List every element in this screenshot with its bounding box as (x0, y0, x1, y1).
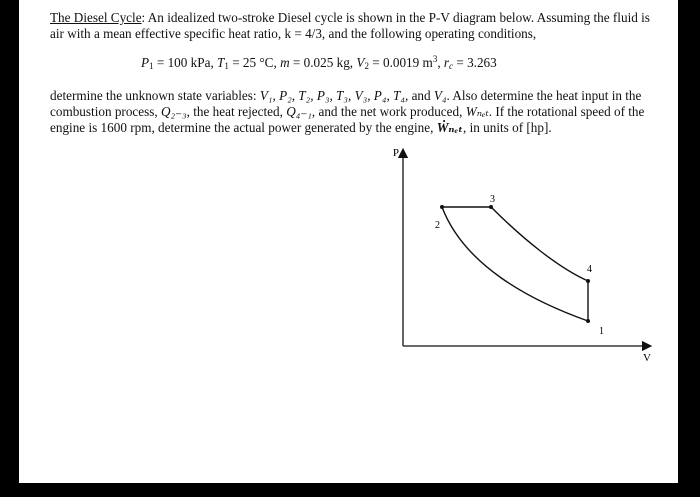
state-var-v4: V₄ (433, 88, 447, 103)
cond-m: = 0.025 kg, (292, 55, 354, 70)
operating-conditions: $P_1 = 100$ kPa, $T_1 = 25$ °C, m = 0.025 kg, $V_2 = 0.0019$ $m^3$, $r_c = 3.263$ (141, 54, 497, 71)
state-point-3 (489, 205, 493, 209)
problem-title: The Diesel Cycle (50, 10, 142, 25)
problem-sheet (19, 0, 678, 483)
v-axis-label: V (643, 352, 651, 364)
state-point-2 (440, 205, 444, 209)
question-text-2: and (408, 88, 434, 103)
pv-diagram (19, 0, 678, 483)
state-variables: V₁, P₂, T₂, P₃, T₃, V₃, P₄, T₄, (259, 88, 409, 103)
label-point-2: 2 (435, 220, 440, 231)
state-point-1 (586, 319, 590, 323)
p-axis-label: P (392, 147, 399, 159)
net-work-symbol: Wₙₑₜ (465, 104, 489, 119)
net-power-symbol: Ẇₙₑₜ (436, 120, 464, 135)
question-text-7: , in units of [hp]. (463, 120, 552, 135)
question-text-6: . If the rotational speed of the engine is 1600 rpm, determine the actual power generated by the engine, (50, 104, 645, 135)
question-text-5: , and the net work produced, (311, 104, 466, 119)
label-point-4: 4 (587, 264, 592, 275)
heat-input-symbol: Q₂₋₃ (160, 104, 187, 119)
question-text-1: determine the unknown state variables: (50, 88, 260, 103)
cond-t1: = 25 °C, (232, 55, 277, 70)
question-text-3: . Also determine the heat input in the combustion process, (50, 88, 642, 119)
process-3-4-curve (491, 207, 588, 281)
cond-p1: = 100 kPa, (156, 55, 214, 70)
question-text-4: , the heat rejected, (186, 104, 287, 119)
cond-v2: = 0.0019 m (372, 55, 433, 70)
intro-text: : An idealized two-stroke Diesel cycle is shown in the P-V diagram below. Assuming the fluid is air with a mean effective specific heat ratio, k = 4/3, and the following operating conditions, (50, 10, 650, 41)
label-point-3: 3 (490, 194, 495, 205)
cond-v2-exp: 3 (432, 54, 438, 64)
state-point-4 (586, 279, 590, 283)
heat-rejected-symbol: Q₄₋₁ (286, 104, 312, 119)
process-1-2-curve (442, 207, 588, 321)
label-point-1: 1 (599, 326, 604, 337)
cond-rc: = 3.263 (456, 55, 497, 70)
